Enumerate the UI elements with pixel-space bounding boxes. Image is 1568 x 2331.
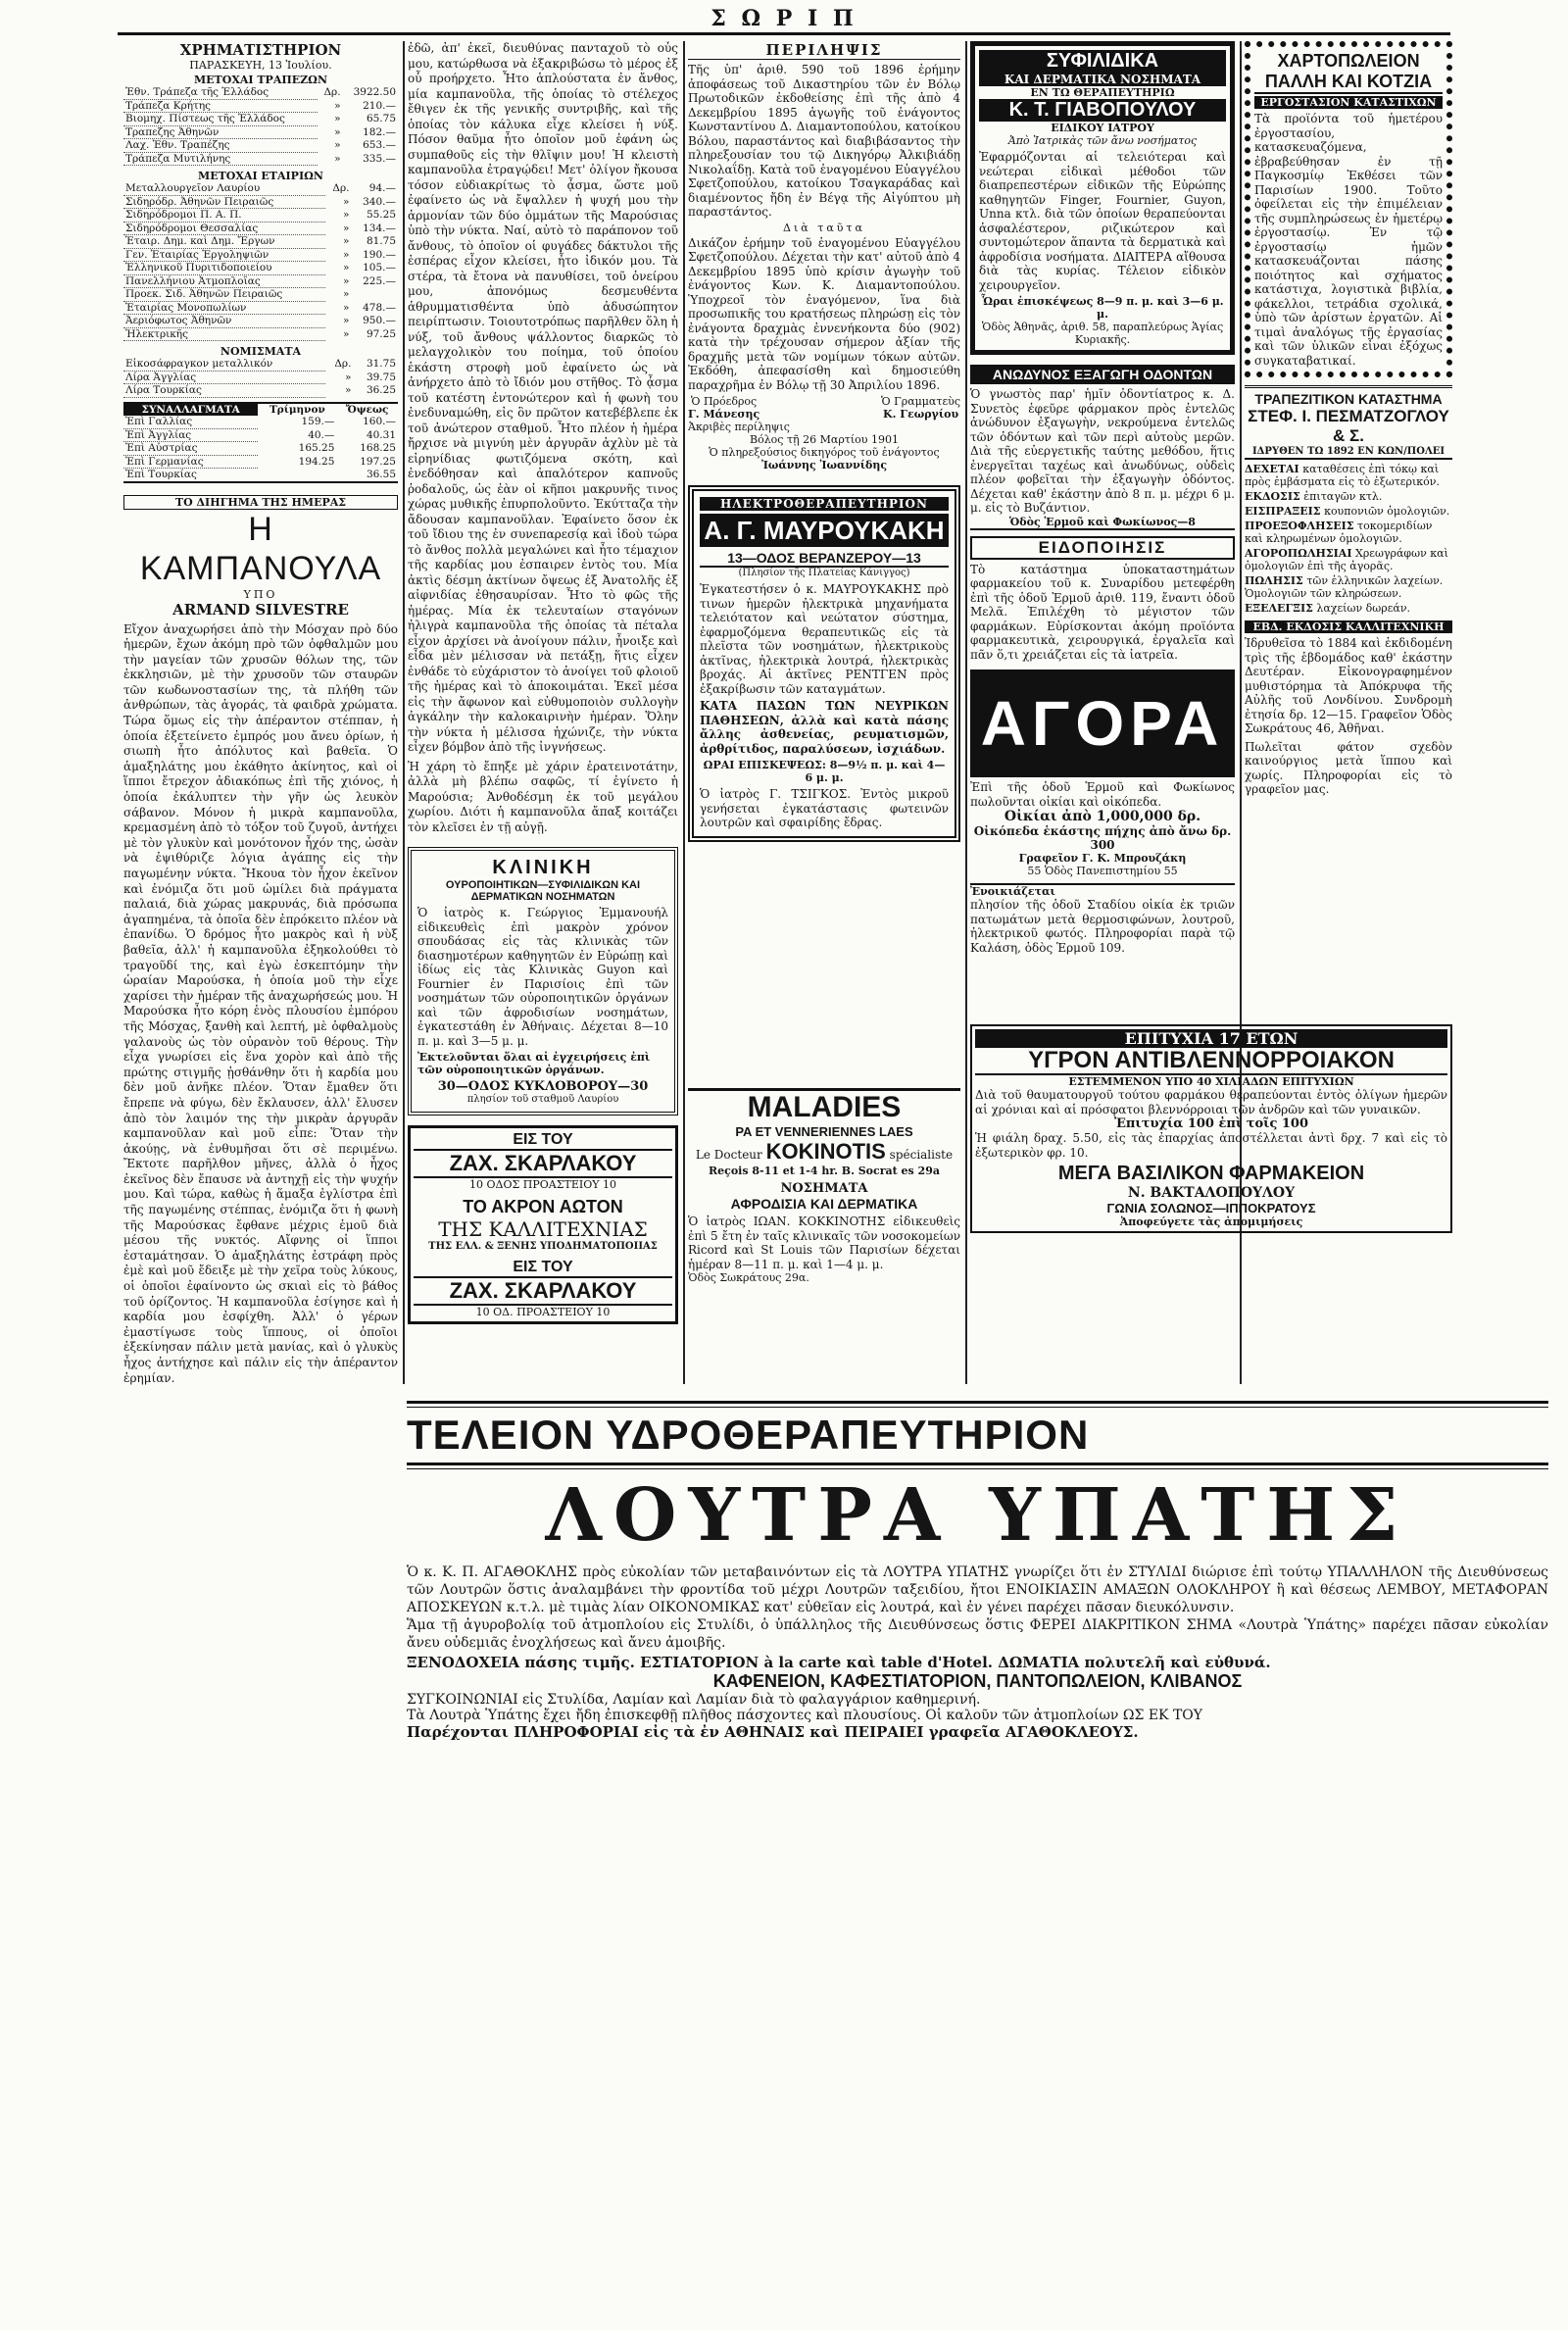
row-value: 39.75: [366, 371, 396, 383]
maladies-doctor-line: [688, 1139, 960, 1165]
table-row: [123, 274, 398, 288]
row-value: 335.—: [363, 152, 396, 165]
row-label: Ἑλληνικοῦ Πυριτιδοποιείου: [123, 262, 325, 275]
agora-text: Ἐπὶ τῆς ὁδοῦ Ἑρμοῦ καὶ Φωκίωνος πωλοῦνται οἰκίαι καὶ οἰκόπεδα.: [970, 780, 1235, 809]
row-value: 653.—: [363, 139, 396, 151]
row-label: Μεταλλουργεῖον Λαυρίου: [123, 182, 325, 195]
row-label: Ἐπὶ Ἀγγλίας: [123, 428, 258, 442]
cure-text: Διὰ τοῦ θαυματουργοῦ τούτου φαρμάκου θεραπεύονται ἐντὸς ὀλίγων ἡμερῶν αἱ χρόνιαι καὶ αἱ πρόσφατοι βλεννόρροιαι τῶν ἀνδρῶν καὶ τῶν γυναικῶν.: [975, 1088, 1447, 1116]
masthead: Σ Ω Ρ Ι Π: [118, 6, 1450, 35]
section-title: ΜΕΤΟΧΑΙ ΕΤΑΙΡΙΩΝ: [198, 170, 323, 182]
divider: [407, 1463, 1548, 1469]
row-value: 168.25: [360, 442, 396, 454]
baths-line: ΞΕΝΟΔΟΧΕΙΑ πάσης τιμῆς. ΕΣΤΙΑΤΟΡΙΟΝ à la carte καὶ table d'Hotel. ΔΩΜΑΤΙΑ πολυτελῆ καὶ εὐθυνά.: [407, 1654, 1271, 1671]
bank-service: [1245, 520, 1452, 545]
bank-service-label: ΕΞΕΛΕΓΞΙΣ: [1245, 602, 1313, 615]
syph-role: ΕΙΔΙΚΟΥ ΙΑΤΡΟΥ: [1051, 122, 1154, 134]
electro-ad: [688, 485, 960, 842]
table-row: [123, 139, 398, 153]
syph-title: ΚΑΙ ΔΕΡΜΑΤΙΚΑ ΝΟΣΗΜΑΤΑ: [979, 73, 1226, 86]
row-label: Πανελλήνιου Ἀτμοπλοΐας: [123, 274, 325, 288]
maladies-gr-title: ΝΟΣΗΜΑΤΑ: [780, 1181, 868, 1196]
row-value: »: [334, 113, 341, 124]
row-value: 3922.50: [353, 86, 396, 99]
row-value: »: [343, 301, 350, 314]
row-value: 40.31: [366, 428, 396, 441]
row-value: 55.25: [366, 209, 396, 221]
clinic-address-note: πλησίον τοῦ σταθμοῦ Λαυρίου: [466, 1094, 619, 1105]
table-row: [123, 428, 398, 442]
row-label: Ἐπὶ Γερμανίας: [123, 455, 258, 469]
row-value: 210.—: [363, 99, 396, 112]
table-row: [123, 384, 398, 398]
column-rule: [403, 41, 405, 1384]
row-value: 197.25: [360, 455, 396, 468]
row-label: Σιδηρόδρ. Ἀθηνῶν Πειραιῶς: [123, 195, 325, 209]
cure-title: ΕΠΙΤΥΧΙΑ 17 ΕΤΩΝ: [975, 1029, 1447, 1048]
table-row: [123, 222, 398, 235]
maladies-sub: PA ET VENNERIENNES LAES: [735, 1124, 913, 1139]
shoe-line: ΤΗΣ ΚΑΛΛΙΤΕΧΝΙΑΣ: [438, 1217, 648, 1241]
row-label: Λίρα Ἀγγλίας: [123, 371, 325, 384]
paper-text: Τὰ προϊόντα τοῦ ἡμετέρου ἐργοστασίου, κατασκευαζόμενα, ἐβραβεύθησαν ἐν τῇ Παγκοσμίῳ Ἐκθέσει τῶν Παρισίων 1900. Τοῦτο ὀφείλεται εἰς τὴν ἐπιμέλειαν τῆς συμπληρώσεως ἐν ἡμετέρῳ ἐργοστασίῳ. Ἐν τῷ ἐργοστασίῳ ἡμῶν κατασκευάζονται πάσης ποιότητος καὶ σχήματος κατάστιχα, λογιστικὰ βιβλία, φάκελλοι, τετράδια σχολικά, ὑπὸ τῶν ἀρίστων ἐργατῶν. Αἱ τιμαὶ ἀναλόγως τῆς ἐργασίας καὶ τῶν ὑλικῶν εἶναι ἐξόχως συγκαταβατικαί.: [1254, 112, 1443, 368]
signature-name: Κ. Γεωργίου: [883, 408, 959, 421]
summary-text: Τῆς ὑπ' ἀριθ. 590 τοῦ 1896 ἐρήμην ἀποφάσεως τοῦ Δικαστηρίου τῶν ἐν Βόλῳ Πρωτοδικῶν ἐκδοθείσης ἐπὶ τῆς ἀπὸ 4 Δεκεμβρίου 1895 ἀγωγῆς τοῦ ἐνάγοντος Κωνσταντίνου Δ. Διαμαντοπούλου, κατοίκου Βόλου, παραστάντος καὶ διαβιβάσαντος τὴν πληρεξουσίαν του τῷ Δικηγόρῳ Ἀλκιβιάδῃ Νικολαΐδῃ. Κατὰ τοῦ ἐναγομένου Εὐαγγέλου Σφετζοπούλου, κατοίκου Τσαγκαράδας καὶ διαμένοντος ἤδη ἐν Βέγᾳ τῆς Αἰγύπτου μὴ παραστάντος.: [688, 63, 960, 219]
table-row: [123, 416, 398, 428]
doctor-name: KOKINOTIS: [765, 1139, 886, 1164]
clinic-address: 30—ΟΔΟΣ ΚΥΚΛΟΒΟΡΟΥ—30: [437, 1079, 649, 1094]
signature-role: Ὁ Γραμματεὺς: [881, 395, 960, 408]
doctor-label: Le Docteur: [695, 1148, 762, 1162]
row-value: 340.—: [363, 195, 396, 208]
row-value: »: [343, 209, 350, 221]
table-row: [123, 469, 398, 482]
row-value: »: [343, 274, 350, 287]
section-title: ΜΕΤΟΧΑΙ ΤΡΑΠΕΖΩΝ: [193, 74, 327, 86]
dental-text: Ὁ γνωστὸς παρ' ἡμῖν ὀδοντίατρος κ. Δ. Συνετὸς ἐφεῦρε φάρμακον πρὸς ἐντελῶς ἀνώδυνον ἐξαγωγὴν, νεκρούμενα ἐντελῶς τῶν ὀδόντων καὶ τῶν περὶ αὐτοὺς μερῶν. Διὰ τῆς εὐεργετικῆς ταύτης μεθόδου, ἥτις ἐνεργεῖται ταχέως καὶ ἀνωδύνως, οὐδεὶς πλέον φοβεῖται τὴν ἐξαγωγὴν ὀδόντος. Δέχεται καθ' ἑκάστην ἀπὸ 8 π. μ. μέχρι 6 μ. μ. εἰς τὸ Βυζάντιον.: [970, 387, 1235, 515]
syph-hours: Ὧραι ἐπισκέψεως 8—9 π. μ. καὶ 3—6 μ. μ.: [981, 295, 1224, 321]
signature-name: Γ. Μάνεσης: [688, 408, 760, 421]
bank-title: ΤΡΑΠΕΖΙΤΙΚΟΝ ΚΑΤΑΣΤΗΜΑ: [1254, 391, 1443, 407]
row-value: »: [343, 248, 350, 261]
paper-title: ΠΑΛΛΗ ΚΑΙ ΚΟΤΖΙΑ: [1254, 72, 1443, 94]
row-value: »: [345, 371, 352, 383]
row-value: 165.25: [298, 442, 335, 454]
bank-service-label: ΕΙΣΠΡΑΞΕΙΣ: [1245, 505, 1321, 518]
column-rule: [683, 41, 685, 1384]
row-label: Βιομηχ. Πίστεως τῆς Ἑλλάδος: [123, 113, 318, 126]
electro-name: Α. Γ. ΜΑΥΡΟΥΚΑΚΗ: [700, 514, 949, 547]
table-row: [123, 99, 398, 113]
stock-table-banks: [123, 86, 398, 166]
row-value: 190.—: [363, 248, 396, 261]
row-value: »: [343, 327, 350, 340]
row-value: 134.—: [363, 222, 396, 234]
row-value: »: [343, 222, 350, 234]
baths-ad: [407, 1397, 1548, 1916]
baths-line: ΚΑΦΕΝΕΙΟΝ, ΚΑΦΕΣΤΙΑΤΟΡΙΟΝ, ΠΑΝΤΟΠΩΛΕΙΟΝ, ΚΛΙΒΑΝΟΣ: [712, 1671, 1243, 1691]
row-label: Εἰκοσάφραγκον μεταλλικόν: [123, 358, 325, 371]
bank-service-text: ἐπιταγῶν κτλ.: [1303, 490, 1383, 503]
bank-service-label: ΔΕΧΕΤΑΙ: [1245, 463, 1299, 475]
bank-service-text: καταθέσεις ἐπὶ τόκῳ καὶ πρὸς ἐμβάσματα εἰς τὸ ἐξωτερικόν.: [1245, 463, 1440, 488]
weekly-edition-ad: [1245, 620, 1452, 797]
row-value: »: [345, 384, 352, 396]
row-value: »: [343, 262, 350, 273]
table-row: [123, 86, 398, 99]
table-row: [123, 248, 398, 262]
stock-date: ΠΑΡΑΣΚΕΥΗ, 13 Ἰουλίου.: [189, 59, 332, 72]
bank-service-text: τοκομεριδίων καὶ κληρωμένων ὁμολογιῶν.: [1245, 520, 1433, 545]
cure-name: ΥΓΡΟΝ ΑΝΤΙΒΛΕΝΝΟΡΡΟΙΑΚΟΝ: [975, 1048, 1447, 1075]
exchange-header: Τρίμηνον: [269, 403, 325, 416]
row-value: »: [334, 139, 341, 151]
shoe-address: 10 ΟΔΟΣ ΠΡΟΑΣΤΕΙΟΥ 10: [469, 1178, 616, 1191]
summary-text: Δικάζον ἐρήμην τοῦ ἐναγομένου Εὐαγγέλου Σφετζοπούλου. Δέχεται τὴν κατ' αὐτοῦ ἀπὸ 4 Δεκεμβρίου 1895 ὑπὸ κρίσιν ἀγωγὴν τοῦ ἐνάγοντος Κων. Κ. Διαμαντοπούλου. Ὑποχρεοῖ τὸν ἐναγόμενον, ἵνα διὰ προσωπικῆς του κρατήσεως πληρώσῃ εἰς τὸν ἐνάγοντα δραχμὰς ἐννενήκοντα δύο (902) κατὰ τὴν τρέχουσαν σήμερον ἀξίαν τῆς δραχμῆς μετὰ τῶν νομίμων τόκων αὐτῶν. Ἐκδόθη, ἀπεφασίσθη καὶ δημοσιεύθη παραχρῆμα ἐν Βόλῳ τῇ 30 Ἀπριλίου 1896.: [688, 235, 960, 392]
row-label: Ἐθν. Τράπεζα τῆς Ἑλλάδος: [123, 86, 318, 99]
row-label: Ἑταιρίας Μονοπωλίων: [123, 301, 325, 315]
stock-heading: ΧΡΗΜΑΤΙΣΤΗΡΙΟΝ: [179, 41, 342, 59]
column-stock-exchange: [123, 41, 398, 1923]
lawyer-role: Ὁ πληρεξούσιος δικηγόρος τοῦ ἐνάγοντος: [709, 446, 940, 459]
row-value: Δρ.: [334, 358, 352, 371]
row-value: 36.55: [366, 468, 396, 480]
clinic-note: Ἐκτελοῦνται ὅλαι αἱ ἐγχειρήσεις ἐπὶ τῶν οὐροποιητικῶν ὀργάνων.: [417, 1051, 651, 1076]
clinic-text: Ὁ ἰατρὸς κ. Γεώργιος Ἐμμανουήλ εἰδικευθεὶς ἐπὶ μακρὸν χρόνον σπουδάσας εἰς τὰς κλινικὰς τῶν διασημοτέρων καθηγητῶν ἐν Εὐρώπῃ καὶ ἰδίως εἰς τὰς Κλινικὰς Guyon καὶ Fournier ἐν Παρισίοις ἐπὶ τῶν νοσημάτων τῶν οὐροποιητικῶν ὀργάνων καὶ τῶν ἀφροδισίων νοσημάτων, ἐγκατεστάθη ἐν Ἀθήναις. Δέχεται 8—10 π. μ. καὶ 3—5 μ. μ.: [417, 906, 668, 1048]
row-value: [258, 469, 336, 482]
story-label: ΤΟ ΔΙΗΓΗΜΑ ΤΗΣ ΗΜΕΡΑΣ: [123, 495, 398, 510]
table-row: [123, 301, 398, 315]
dental-title: ΑΝΩΔΥΝΟΣ ΕΞΑΓΩΓΗ ΟΔΟΝΤΩΝ: [970, 365, 1235, 384]
notice-text: Τὸ κατάστημα ὑποκαταστημάτων φαρμακείου τοῦ κ. Συναρίδου μετεφέρθη ἐπὶ τῆς ὁδοῦ Ἑρμοῦ ἀριθ. 119, ἔναντι ὁδοῦ Μελᾶ. Ἐπιλέχθη τὸ μέγιστον τῶν φαρμάκων. Εὑρίσκονται ἀκόμη προϊόντα φαρμακευτικὰ, χειρουργικά, ἐργαλεῖα καὶ πᾶν ὅ,τι χρειάζεται εἰς τὰ ἰατρεῖα.: [970, 562, 1235, 662]
table-row: [123, 113, 398, 126]
stock-table-currency: [123, 358, 398, 398]
maladies-hours: Reçois 8-11 et 1-4 hr. B. Socrat es 29a: [708, 1165, 940, 1177]
row-label: Ἠλεκτρικῆς: [123, 327, 325, 341]
syph-text: Ἐφαρμόζονται αἱ τελειότεραι καὶ νεώτεραι εἰδικαὶ μέθοδοι τῶν διαπρεπεστέρων εἰδικῶν τῆς Εὐρώπης καθηγητῶν Finger, Fournier, Guyon, Unna κτλ. διὰ τῶν ὁποίων θεραπεύονται ἀσφαλέστερον, ριζικώτερον καὶ συντομώτερον ἅπαντα τὰ δερματικὰ καὶ ἀφροδίσια νοσήματα. ΔΙΑΙΤΕΡΑ αἴθουσα διὰ τὰς κυρίας. Τέλειον εἰδικὸν χειρουργεῖον.: [979, 150, 1226, 292]
row-label: Σιδηρόδρομοι Θεσσαλίας: [123, 222, 325, 235]
syph-name: Κ. Τ. ΓΙΑΒΟΠΟΥΛΟΥ: [979, 99, 1226, 122]
row-value: »: [334, 152, 341, 165]
maladies-title: MALADIES: [747, 1091, 902, 1123]
agora-contact: Γραφεῖον Γ. Κ. Μπρουζάκη: [1018, 852, 1187, 865]
signature-left: [688, 395, 760, 421]
baths-line: ΣΥΓΚΟΙΝΩΝΙΑΙ εἰς Στυλίδα, Λαμίαν καὶ Λαμίαν διὰ τὸ φαλαγγάριον καθημερινή.: [407, 1692, 981, 1708]
row-label: Προεκ. Σιδ. Ἀθηνῶν Πειραιῶς: [123, 288, 325, 302]
row-value: 31.75: [366, 358, 396, 371]
table-row: [123, 125, 398, 139]
section-title: ΝΟΜΙΣΜΑΤΑ: [220, 345, 302, 358]
baths-line: Παρέχονται ΠΛΗΡΟΦΟΡΙΑΙ εἰς τὰ ἐν ΑΘΗΝΑΙΣ καὶ ΠΕΙΡΑΙΕΙ γραφεῖα ΑΓΑΘΟΚΛΕΟΥΣ.: [407, 1723, 1139, 1741]
story-title: Η ΚΑΜΠΑΝΟΥΛΑ: [139, 510, 382, 587]
baths-banner: ΤΕΛΕΙΟΝ ΥΔΡΟΘΕΡΑΠΕΥΤΗΡΙΟΝ: [407, 1412, 1090, 1458]
table-row: [123, 288, 398, 302]
pharmacy-address: ΓΩΝΙΑ ΣΟΛΩΝΟΣ—ΙΠΠΟΚΡΑΤΟΥΣ: [1106, 1201, 1316, 1215]
bank-founded: ΙΔΡΥΘΕΝ ΤΩ 1892 ΕΝ ΚΩΝ/ΠΟΛΕΙ: [1245, 446, 1452, 460]
table-row: [123, 209, 398, 223]
signature-role: Ὁ Πρόεδρος: [691, 395, 758, 408]
stock-table-companies: [123, 182, 398, 341]
agora-address: 55 Ὁδὸς Πανεπιστημίου 55: [1027, 865, 1178, 877]
table-row: [123, 327, 398, 341]
exchange-header: Ὄψεως: [345, 403, 389, 416]
row-label: Γεν. Ἑταιρίας Ἐργοληψιῶν: [123, 248, 325, 262]
divider: [407, 1401, 1548, 1408]
agora-lots: Οἰκόπεδα ἑκάστης πήχης ἀπὸ ἄνω δρ. 300: [973, 824, 1232, 852]
summary-exact: Ἀκριβὲς περίληψις: [688, 421, 790, 433]
row-value: 36.25: [366, 384, 396, 396]
row-value: 105.—: [363, 262, 396, 273]
table-row: [123, 262, 398, 275]
bank-name: ΣΤΕΦ. Ι. ΠΕΣΜΑΤΖΟΓΛΟΥ & Σ.: [1248, 407, 1449, 445]
baths-line: Τὰ Λουτρὰ Ὑπάτης ἔχει ἤδη ἐπισκεφθῇ πλῆθος πάσχοντες καὶ πλουσίους. Οἱ καλοῦν τῶν ἀτμοπλοίων ΩΣ ΕΚ ΤΟΥ: [407, 1708, 1203, 1723]
electro-heading: ΗΛΕΚΤΡΟΘΕΡΑΠΕΥΤΗΡΙΟΝ: [700, 497, 949, 511]
bank-service-text: λαχείων δωρεάν.: [1316, 602, 1411, 615]
paper-shop-ad: [1245, 41, 1452, 377]
edition-title: ΕΒΔ. ΕΚΔΟΣΙΣ ΚΑΛΛΙΤΕΧΝΙΚΗ: [1245, 620, 1452, 633]
row-value: 94.—: [368, 182, 396, 195]
row-label: Ἐπὶ Τουρκίας: [123, 469, 258, 482]
story-continued-text: ἐδῶ, ἀπ' ἐκεῖ, διευθύνας πανταχοῦ τὸ οὖς μου, κατώρθωσα νὰ ἐξακριβώσω τὸ μέρος ἐξ οὗ προήρχετο. Ἦτο ἁπλούστατα ἐν ἄνθος, μία καμπανοῦλα, τῆς ὁποίας τὸ στέλεχος ἔθιγεν ἐκ τῆς γενικῆς συντριβῆς, καὶ τῆς ὁποίας τὸν κάλυκα εἶχε κλείσει ἡ νύξ. Πόσον θαῦμα ἦτο ὁποῖον μοῦ ἐφάνη ὡς συμπαθοῦς εἰς τὴν θλῖψιν μου! Ἡ κλειστὴ καμπανοῦλα ἐτραγῴδει! Μετ' ὀλίγον ἤκουσα τόσον εὐδιακρίτως τὸ ᾆσμα, ὥστε μοῦ ἐφαίνετο ὡς νὰ ἔψαλλεν ἡ ψυχή μου τὴν ἁρμονίαν τῶν δύο ὀμμάτων τῆς Μαρούσιας ὑπὸ τὴν νύκτα. Ναί, αὐτὸ τὸ παράπονον τοῦ ἄνθους, τὸ ὁποῖον οἱ φυγάδες δάκτυλοι τῆς ἑσπέρας εἶχον κλείσει, ἦτο ἰδικόν μου. Τὰ στέρα, τὰ ἔτονα νὰ πανυθίσει, τοῦ ὀνείρου μου, ἀπονόμως δεσμευθέντα ἀθρυμματισθέντα ὑπὸ ἀδυσώπητον πειρίπτωσιν. Τοιουτοτρόπως παρῆλθεν ὅλη ἡ νύξ, τοῦ ἄνθους ψάλλοντος διαρκῶς τὸ μελαγχολικὸν του ποίημα, τοῦ ὁποίου ἑκάστη στροφὴ μοῦ ἐφαίνετο ὡς νὰ ἀνήρχετο ἀπὸ τὸ ἴδιόν μου στῆθος. Τὸ ᾆσμα τοῦ κατέστη ἐντονώτερον καὶ ἡ φωνὴ του ἐνεδυναμώθη, εἰς ὃν πρῶτον κατεβέβλεπε ἐκ τοῦ ἀνώτερον σταθμοῦ. Ἦτο πλέον ἡ ἡμέρα ἤρχισε νὰ μιγνύη μὲν ἀργυρᾶν ἀχλὺν μὲ τὰ εἰρηνίδιας φωτιζόμενα σκότη, καὶ ἐνεδόθησαν καὶ ἀπαλότερον καπνοῦς ῥοδαλοῦς, ὡς ἐὰν οἱ κῆποι μακρυνῆς τινος χώρας μυθικῆς ἐπυρπολοῦντο. Ἐκύτταζα τὴν ἄδουσαν καμπανοῦλαν. Ἐφαίνετο ὅσον ἐκ τοῦ ἴδιου της ἐν συνεπαρεσίᾳ καὶ ἰδοὺ τώρα τὸ ἄνθος πολλὰ μεγαλώνει καὶ ἦτο τέμαχιον τῆς καρδίας μου ἐσπαιρεν ἐντὸς του. Μία ἀκτὶς δέσμη ἀκτίνων ὄψεως ἐξ Ἀνατολῆς ἐξ αἰφνιδίας ἐθησαυρίσαν. Ἦτο τὸ φῶς τῆς ἡμέρας. Μία ἐκ τελευταίων σταγόνων ἠλιγρὰ καμπανοῦλα τῆς ὁποίας τὰ πέταλα εἶχον ἀρχίσει νὰ ἀνοίγουν πάλιν, ἦνοιξε καὶ εἶδα μὲν μέλισσαν νὰ πετάξῃ, ἥτις εἶχεν ἐνθάδε τὸ εὐχάριστον τὸ ἀνοίγει τοῦ φλοιοῦ τῆς ἡμέρας καὶ τὸ ἀποκοιμάται. Ἐκεῖ μέσα εἰς τὴν ἄφωνον καὶ εὐθυμοποιὸν συλλογὴν ἀγκάλην τὴν καλοκαιρινὴν ἡμέραν. Ὅλην τὴν νύκτα ἡ μέλισσα ἠχώνιζε, τὴν νύκτα εἶχεν βόμβον ἀπὸ τῆς ἰνγνήσεως.: [408, 41, 678, 754]
syph-sub: Ἀπὸ Ἰατρικὰς τῶν ἄνω νοσήματος: [1007, 134, 1198, 147]
bank-service-text: τῶν ἐλληνικῶν λαχείων. Ὁμολογιῶν τῶν κληρώσεων.: [1245, 574, 1444, 600]
agora-price: Οἰκίαι ἀπὸ 1,000,000 δρ.: [1004, 809, 1201, 824]
row-label: Τράπεζα Κρήτης: [123, 99, 318, 113]
baths-title: ΛΟΥΤΡΑ ΥΠΑΤΗΣ: [545, 1473, 1410, 1558]
row-label: Λαχ. Ἐθν. Τραπέζης: [123, 139, 318, 153]
table-row: [123, 371, 398, 384]
story-text: Εἴχον ἀναχωρήσει ἀπὸ τὴν Μόσχαν πρὸ δύο ἡμερῶν, ἔχων ἀκόμη πρὸ τῶν ὀφθαλμῶν μου τὴν μαγείαν τῶν χρυσῶν θόλων της, τῶν ἐκκλησιῶν, μὲ τὴν χρυσοῦν τῶν σταυρῶν τῶν κωδωνοστασίων της, τὰ πλήθη τῶν ἀνθρώπων, τὰς ἀγοράς, τὰ φαιδρὰ χρώματα. Τώρα ὅμως εἰς τὴν ἀπέραντον στέππαν, ἡ ὁποία ἐξετείνετο ἐμπρός μου ἄνευ ὁρίων, ἡ σιωπὴ ἦτο ἀπόλυτος καὶ βαθεῖα. Ὁ ἁμαξηλάτης μου ἐκάθητο ἀκίνητος, καὶ οἱ ἵπποι ἔτρεχον ἀδιακόπως ἐπὶ τῆς χιόνος, ἡ ὁποία ἐκάλυπτεν τὴν γῆν ὡς λευκὸν σάβανον. Μόνον ἡ μικρὰ καμπανοῦλα, κρεμασμένη ἀπὸ τὸ τόξον τοῦ ζυγοῦ, ἀντήχει μὲ τὸν γλυκὺν καὶ μονότονον ἦχόν της, ὡσὰν νὰ ἐψιθύριζε λόγια ἀγάπης εἰς τὴν παγωμένην νύκτα. Ἤκουα τὸν ἦχον ἐκεῖνον καὶ ἐνόμιζα ὅτι μοῦ ὡμίλει διὰ πράγματα παλαιά, διὰ χώρας μακρυνάς, διὰ πρόσωπα ἀγαπημένα, τὰ ὁποῖα δὲν ἐπρόκειτο πλέον νὰ ἐπανίδω. Ὁ δρόμος ἦτο μακρὸς καὶ ἡ νὺξ βαθεῖα, ἀλλ' ἡ καμπανοῦλα ἐξηκολούθει τὸ τραγοῦδί της, καὶ ἐγὼ ἐσκεπτόμην τὴν ὡραίαν Μαρούσκα, ἡ ὁποία μοῦ τὴν εἶχε χαρίσει τὴν ἡμέραν τῆς ἀναχωρήσεώς μου. Ἡ Μαρούσκα ἦτο κόρη ἑνὸς πλουσίου ἐμπόρου τῆς Μόσχας, ξανθὴ καὶ λεπτή, μὲ ὀφθαλμοὺς γαλανοὺς ὡς τὸν οὐρανὸν τοῦ θέρους. Τὴν εἶχα γνωρίσει εἰς ἕνα χορὸν καὶ ἀπὸ τῆς πρώτης στιγμῆς ᾐσθάνθην ὅτι ἡ καρδία μου δὲν μοῦ ἀνῆκε πλέον. Ὅταν ἔμαθεν ὅτι ἔπρεπε νὰ φύγω, δὲν ἔκλαυσεν, ἀλλ' ἔλυσεν ἀπὸ τὸν λαιμόν της τὴν μικρὰν ἀργυρᾶν καμπανοῦλαν καὶ μοῦ εἶπε: Ὅταν τὴν ἀκούῃς, νὰ ἐνθυμῆσαι ὅτι σὲ περιμένω. Ἔκτοτε παρῆλθον μῆνες, ἀλλὰ ὁ ἦχος ἐκεῖνος δὲν ἔπαυσε νὰ ἀντηχῇ εἰς τὴν ψυχήν μου. Καὶ τώρα, καθὼς ἡ ἅμαξα ἐγλίστρα ἐπὶ τῆς παγωμένης στέππας, ἐνόμιζα ὅτι ἡ φωνὴ τῆς Μαρούσκας ἔφθανε μέχρις ἐμοῦ διὰ μέσου τῆς νυκτός. Αἴφνης οἱ ἵπποι ἐσταμάτησαν. Ὁ ἁμαξηλάτης ἐστράφη πρὸς ἐμὲ καὶ μοῦ ἔδειξε μὲ τὴν χεῖρα τοὺς λύκους, οἱ ὁποῖοι ἐφαίνοντο ὡς σκιαὶ εἰς τὸ βάθος τοῦ ὁρίζοντος. Ἡ καμπανοῦλα ἐσίγησε καὶ ἡ καρδία μου ἐσφίχθη. Ἀλλ' ὁ γέρων ἐμαστίγωσε τοὺς ἵππους, οἱ ὁποῖοι ἐξεκίνησαν πάλιν μετὰ μανίας, καὶ ὁ γλυκὺς ἦχος ἀντήχησε καὶ πάλιν εἰς τὴν ἀπέραντον ἐρημίαν.: [123, 621, 398, 1385]
exchange-table: [123, 402, 398, 483]
column-story-continued: [408, 41, 678, 1384]
syph-address: Ὁδὸς Ἀθηνᾶς, ἀριθ. 58, παραπλεύρως Ἁγίας Κυριακῆς.: [981, 321, 1224, 346]
summary-heading: ΠΕΡΙΛΗΨΙΣ: [688, 41, 960, 60]
signatures: [688, 395, 960, 421]
shoe-line: ΤΟ ΑΚΡΟΝ ΑΩΤΟΝ: [463, 1197, 623, 1216]
maladies-ad: [688, 1088, 960, 1387]
lawyer-name: Ἰωάννης Ἰωαννίδης: [760, 459, 888, 471]
bank-service-text: Χρεωγράφων καὶ ὁμολογιῶν ἐπὶ τῆς ἀγορᾶς.: [1245, 547, 1448, 572]
edition-text: Ἱδρυθεῖσα τὸ 1884 καὶ ἐκδιδομένη τρὶς τῆς ἑβδομάδος καθ' ἑκάστην Δευτέραν. Εἰκονογραφημένον μυθιστόρημα τὰ Ἀπόκρυφα τῆς Αὐλῆς τοῦ Λονδίνου. Συνδρομὴ ἐτησία δρ. 12—15. Γραφεῖον Ὁδὸς Σωκράτους 46, Ἀθῆναι.: [1245, 636, 1452, 735]
bank-service-label: ΑΓΟΡΟΠΩΛΗΣΙΑΙ: [1245, 547, 1352, 560]
electro-near: (Πλησίον τῆς Πλατείας Κάνιγγος): [738, 568, 910, 578]
electro-address: 13—ΟΔΟΣ ΒΕΡΑΝΖΕΡΟΥ—13: [700, 550, 949, 568]
row-value: Δρ.: [323, 86, 341, 99]
row-value: 97.25: [366, 327, 396, 340]
cure-success: Ἐπιτυχία 100 ἐπὶ τοῖς 100: [1113, 1116, 1309, 1131]
story-author: ARMAND SILVESTRE: [172, 600, 349, 619]
paper-title: ΧΑΡΤΟΠΩΛΕΙΟΝ: [1277, 51, 1420, 71]
summary-date: Βόλος τῇ 26 Μαρτίου 1901: [750, 433, 899, 446]
bank-service-label: ΕΚΔΟΣΙΣ: [1245, 490, 1300, 503]
cure-ad: [970, 1024, 1452, 1387]
row-value: »: [343, 195, 350, 208]
row-value: »: [343, 288, 350, 300]
table-row: [123, 315, 398, 328]
column-rule: [965, 41, 967, 1384]
table-row: [123, 182, 398, 195]
row-value: 159.—: [301, 416, 335, 428]
cure-price: Ἡ φιάλη δραχ. 5.50, εἰς τὰς ἐπαρχίας ἀποστέλλεται ἀντὶ δρχ. 7 καὶ εἰς τὸ ἐξωτερικὸν φρ. 10.: [975, 1131, 1447, 1160]
row-label: Τράπεζα Μυτιλήνης: [123, 152, 318, 166]
electro-hours: ΩΡΑΙ ΕΠΙΣΚΕΨΕΩΣ: 8—9½ π. μ. καὶ 4—6 μ. μ.: [703, 759, 946, 784]
table-row: [123, 152, 398, 166]
row-label: Σιδηρόδρομοι Π. Α. Π.: [123, 209, 325, 223]
baths-p2: Ἅμα τῇ ἀγυροβολίᾳ τοῦ ἀτμοπλοίου εἰς Στυλίδι, ὁ ὑπάλληλος τῆς Διευθύνσεως ὅστις ΦΕΡΕΙ ΔΙΑΚΡΙΤΙΚΟΝ ΣΗΜΑ «Λουτρὰ Ὑπάτης» παρέχει πᾶσαν εὐκολίαν ἄνευ οὐδεμιᾶς ἐνοχλήσεως καὶ ἄνευ ἀμοιβῆς.: [407, 1617, 1548, 1651]
row-value: 65.75: [366, 113, 396, 124]
maladies-gr-sub: ΑΦΡΟΔΙΣΙΑ ΚΑΙ ΔΕΡΜΑΤΙΚΑ: [730, 1196, 918, 1212]
pharmacy-name: ΜΕΓΑ ΒΑΣΙΛΙΚΟΝ ΦΑΡΜΑΚΕΙΟΝ: [1057, 1163, 1365, 1184]
row-value: 225.—: [363, 274, 396, 287]
rent-text: πλησίον τῆς ὁδοῦ Σταδίου οἰκία ἐκ τριῶν πατωμάτων μετὰ θερμοσιφώνων, λουτροῦ, ἠλεκτρικοῦ φωτός. Πληροφορίαι παρὰ τῷ Καλάση, ὁδὸς Ἑρμοῦ 109.: [970, 898, 1235, 955]
row-label: Λίρα Τουρκίας: [123, 384, 325, 398]
shoe-name: ΖΑΧ. ΣΚΑΡΛΑΚΟΥ: [414, 1276, 672, 1306]
maladies-text: Ὁ ἰατρὸς ΙΩΑΝ. ΚΟΚΚΙΝΟΤΗΣ εἰδικευθεὶς ἐπὶ 5 ἔτη ἐν ταῖς κλινικαῖς τῶν νοσοκομείων Ricord καὶ St Louis τῶν Παρισίων δέχεται ἡμέραν 8—11 π. μ. καὶ 1—4 μ. μ.: [688, 1215, 960, 1271]
syph-title: ΕΝ ΤΩ ΘΕΡΑΠΕΥΤΗΡΙΩ: [1030, 86, 1175, 99]
table-row: [123, 235, 398, 249]
clinic-subtitle: ΟΥΡΟΠΟΙΗΤΙΚΩΝ—ΣΥΦΙΛΙΔΙΚΩΝ ΚΑΙ ΔΕΡΜΑΤΙΚΩΝ ΝΟΣΗΜΑΤΩΝ: [445, 879, 641, 903]
pharmacy-owner: Ν. ΒΑΚΤΑΛΟΠΟΥΛΟΥ: [1127, 1185, 1296, 1201]
shoe-line: ΤΗΣ ΕΛΛ. & ΞΕΝΗΣ ΥΠΟΔΗΜΑΤΟΠΟΙΙΑΣ: [428, 1241, 658, 1252]
row-value: 160.—: [363, 416, 396, 428]
story-by: ΥΠΟ: [243, 587, 278, 601]
row-label: Ἐπὶ Γαλλίας: [123, 416, 258, 428]
story-ending-text: Ἡ χάρη τὸ ἔπηξε μὲ χάριν ἐρατεινοτάτην, ἀλλὰ μὴ βλέπω σαφῶς, τί ἐγίνετο ἡ Μαρούσια; Ἀνθοδέσμη ἐκ τοῦ μεγάλου χωρίου. Διότι ἡ καμπανοῦλα ἄπαξ κοιτάζει τὸν κλεῖσει ἐν τῇ αὐγῇ.: [408, 759, 678, 834]
bank-ad: [1245, 385, 1452, 615]
sale-notice: Πωλεῖται φάτον σχεδὸν καινούργιος μετὰ ἵππου καὶ χωρίς. Πληροφορίαι εἰς τὸ γραφεῖον μας.: [1245, 739, 1452, 796]
row-value: »: [343, 315, 350, 326]
summary-subhead: Διὰ ταῦτα: [783, 221, 865, 234]
electro-doctor: Ὁ ἰατρὸς Γ. ΤΣΙΓΚΟΣ. Ἐντὸς μικροῦ γενήσεται ἐγκατάστασις φωτεινῶν λουτρῶν καὶ σφαιρίδης ἔδρας.: [700, 787, 949, 829]
rent-title: Ἐνοικιάζεται: [970, 883, 1235, 898]
bank-service: [1245, 505, 1452, 518]
table-row: [123, 358, 398, 371]
table-row: [123, 442, 398, 456]
shoe-line: ΕΙΣ ΤΟΥ: [513, 1131, 573, 1148]
row-value: 182.—: [363, 125, 396, 138]
exchange-header: ΣΥΝΑΛΛΑΓΜΑΤΑ: [123, 403, 258, 417]
table-row: [123, 455, 398, 469]
shoe-name: ΖΑΧ. ΣΚΑΡΛΑΚΟΥ: [414, 1149, 672, 1178]
row-value: 194.25: [298, 455, 335, 468]
electro-list: ΚΑΤΑ ΠΑΣΩΝ ΤΩΝ ΝΕΥΡΙΚΩΝ ΠΑΘΗΣΕΩΝ, ἀλλὰ καὶ κατὰ πάσης ἄλλης ἀσθενείας, ρευματισμῶν, ἀρθρίτιδος, παραλύσεων, ἰσχιάδων.: [700, 699, 949, 756]
row-value: 40.—: [308, 428, 335, 441]
cure-sub: ΕΣΤΕΜΜΕΝΟΝ ΥΠΟ 40 ΧΙΛΙΑΔΩΝ ΕΠΙΤΥΧΙΩΝ: [1068, 1075, 1354, 1088]
syphilis-ad: [970, 41, 1235, 355]
signature-right: [881, 395, 960, 421]
row-value: Δρ.: [332, 182, 350, 195]
shoe-address: 10 ΟΔ. ΠΡΟΑΣΤΕΙΟΥ 10: [475, 1306, 611, 1318]
row-value: »: [343, 235, 350, 247]
row-value: »: [334, 99, 341, 112]
notice-title: ΕΙΔΟΠΟΙΗΣΙΣ: [970, 536, 1235, 560]
shoe-line: ΕΙΣ ΤΟΥ: [513, 1259, 573, 1275]
bank-service: [1245, 490, 1452, 503]
bank-service: [1245, 463, 1452, 488]
bank-service: [1245, 547, 1452, 572]
row-value: 950.—: [363, 315, 396, 326]
row-label: Ἑταιρ. Δημ. καὶ Δημ. Ἔργων: [123, 235, 325, 249]
table-row: [123, 195, 398, 209]
clinic-ad: [408, 847, 678, 1116]
row-label: Ἀεριόφωτος Ἀθηνῶν: [123, 315, 325, 328]
column-business-ads: [1245, 41, 1452, 1021]
paper-sub: ΕΡΓΟΣΤΑΣΙΟΝ ΚΑΤΑΣΤΙΧΩΝ: [1254, 96, 1443, 109]
bank-service-label: ΠΩΛΗΣΙΣ: [1245, 574, 1303, 587]
row-label: Ἐπὶ Αὐστρίας: [123, 442, 258, 456]
bank-service-text: κουπονιῶν ὁμολογιῶν.: [1324, 505, 1450, 518]
row-label: Τραπεζης Ἀθηνῶν: [123, 125, 318, 139]
row-value: 478.—: [363, 301, 396, 314]
row-value: [351, 288, 398, 302]
syph-title: ΣΥΦΙΛΙΔΙΚΑ: [979, 50, 1226, 73]
agora-title: ΑΓΟΡΑ: [970, 670, 1235, 777]
clinic-title: ΚΛΙΝΙΚΗ: [492, 857, 594, 878]
pharmacy-warning: Ἀποφεύγετε τὰς ἀπομιμήσεις: [1119, 1215, 1303, 1228]
doctor-spec: spécialiste: [889, 1148, 954, 1162]
bank-service-label: ΠΡΟΕΞΟΦΛΗΣΕΙΣ: [1245, 520, 1354, 532]
row-value: 81.75: [366, 235, 396, 247]
row-value: »: [334, 125, 341, 138]
bank-service: [1245, 602, 1452, 615]
baths-p1: Ὁ κ. Κ. Π. ΑΓΑΘΟΚΛΗΣ πρὸς εὐκολίαν τῶν μεταβαινόντων εἰς τὰ ΛΟΥΤΡΑ ΥΠΑΤΗΣ γνωρίζει ὅτι ἐν ΣΤΥΛΙΔΙ διώρισε ἐπὶ τούτῳ ΥΠΑΛΛΗΛΟΝ τῆς Διευθύνσεως τῶν Λουτρῶν ὅστις ἀναλαμβάνει τὴν φροντίδα τοῦ μέχρι Λουτρῶν ταξειδίου, ἤτοι ΕΝΟΙΚΙΑΣΙΝ ΑΜΑΞΩΝ ΟΛΟΚΛΗΡΟΥ ἢ καὶ θέσεως ΛΕΜΒΟΥ, ΜΕΤΑΦΟΡΑΝ ΑΠΟΣΚΕΥΩΝ κ.τ.λ. μὲ τιμὰς λίαν ΟΙΚΟΝΟΜΙΚΑΣ κατ' εὐθεῖαν εἰς λουτρά, καὶ ἐν γένει παρέχει πᾶσαν διευκόλυνσιν.: [407, 1564, 1548, 1615]
bank-service: [1245, 574, 1452, 600]
dental-address: Ὁδὸς Ἑρμοῦ καὶ Φωκίωνος—8: [970, 516, 1235, 530]
electro-text: Ἐγκατεστήσεν ὁ κ. ΜΑΥΡΟΥΚΑΚΗΣ πρὸ τινων ἡμερῶν ἠλεκτρικὰ μηχανήματα τελειότατον καὶ νεώτατον σύστημα, ἐφαρμοζόμενα θεραπευτικῶς εἰς τὰ πλεῖστα τῶν νοσημάτων, ἠλεκτρικοὺς ἀκτῖνας, ἠλεκτρικὰ λουτρά, ἠλεκτρικὰς βροχάς. Αἱ ἀκτῖνες ΡΕΝΤΓΕΝ πρὸς ἐξακρίβωσιν τῶν καταγμάτων.: [700, 582, 949, 696]
shoe-ad: [408, 1125, 678, 1324]
bank-services: [1245, 463, 1452, 615]
maladies-address: Ὁδὸς Σωκράτους 29α.: [688, 1271, 809, 1284]
